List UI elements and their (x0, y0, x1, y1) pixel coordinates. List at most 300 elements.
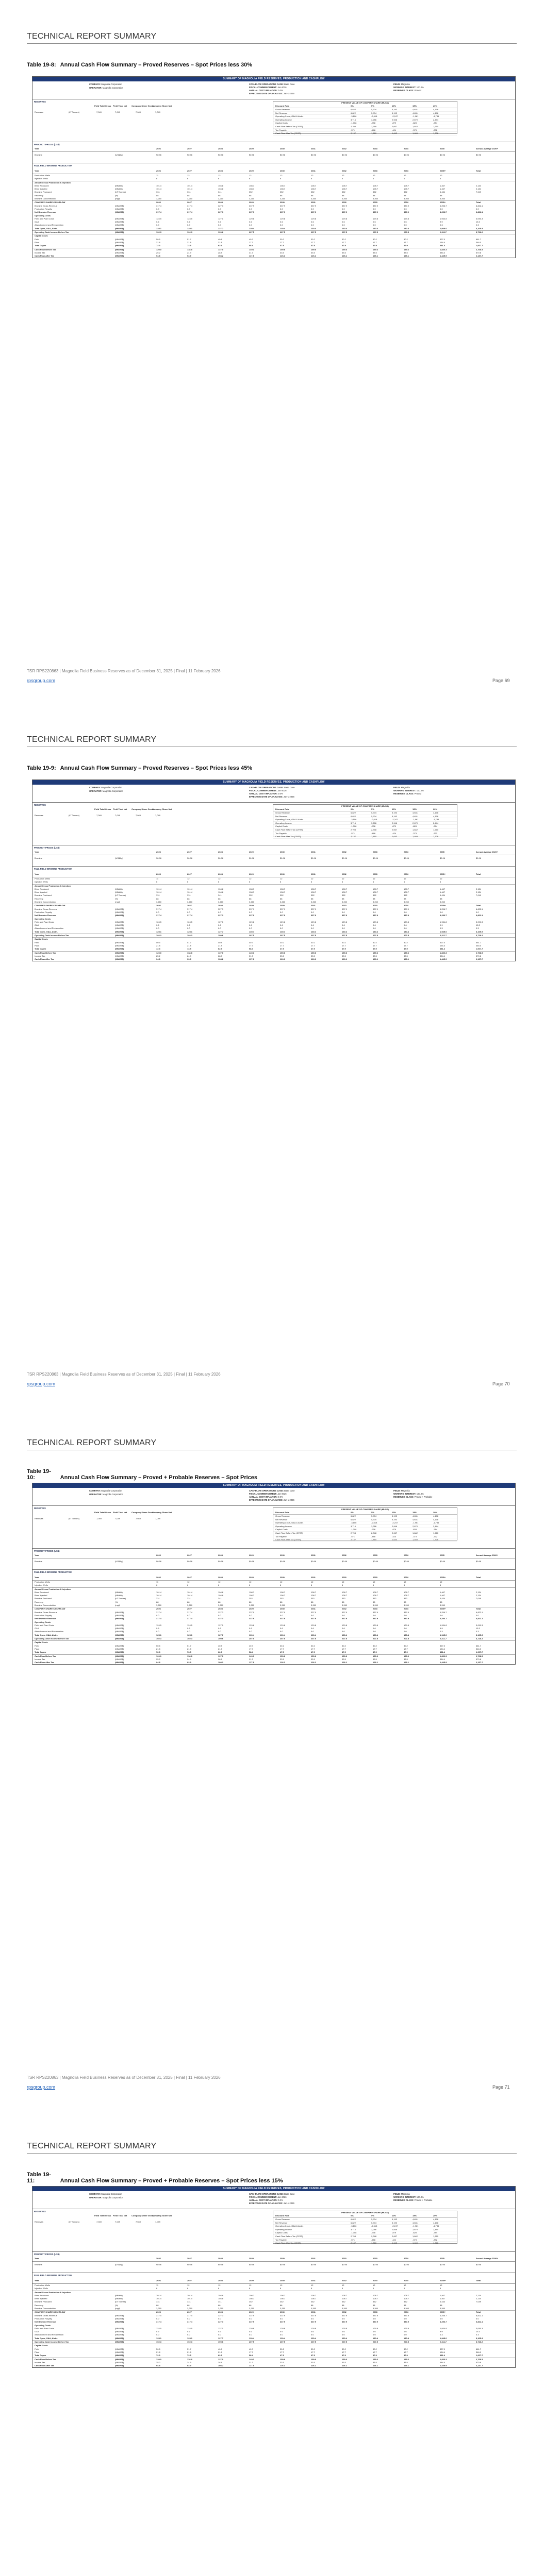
price-col-header: 2028 (218, 1554, 223, 1556)
npv-value: -1,008 (351, 2231, 357, 2234)
price-unit: (US$/kg) (115, 2263, 123, 2266)
grid-value: 207.5 (342, 934, 348, 937)
header-rule (27, 43, 517, 44)
price-value: $0.96 (156, 857, 162, 859)
npv-row-label: Operating Costs, G&A & Abdn. (275, 1521, 304, 1524)
grid-value: 21.8 (156, 944, 160, 947)
grid-value: 17.7 (311, 944, 315, 947)
grid-value: 31.3 (249, 954, 253, 957)
grid-value: 481.4 (440, 2354, 446, 2357)
grid-value: 207.5 (373, 1637, 378, 1640)
field-line: FIELD: Magnolia (393, 83, 410, 86)
grid-value: 88 (404, 2303, 406, 2307)
grid-value: 31.3 (249, 2361, 253, 2364)
grid-value: 2030 (280, 2311, 285, 2314)
grid-value: 337.9 (342, 204, 348, 207)
grid-row (32, 2307, 515, 2311)
grid-col-header: 2032 (342, 1576, 347, 1579)
grid-value: 130.4 (342, 930, 348, 933)
summary-banner: SUMMARY OF MAGNOLIA FIELD RESERVES, PRODUCTION AND CASHFLOW (32, 1483, 515, 1488)
grid-value: 12 (311, 877, 314, 880)
cashflow-summary-table (32, 779, 516, 961)
grid-value: 12 (342, 1581, 344, 1583)
price-header-row (32, 1554, 515, 1558)
grid-value: 6 (218, 1584, 220, 1587)
grid-value: 30.2 (280, 238, 284, 241)
grid-row-label: Plant (35, 2350, 40, 2353)
npv-value: 6,822 (351, 108, 356, 111)
grid-row-unit: (MMUS$) (115, 1614, 124, 1617)
grid-value: 130.4 (373, 930, 378, 933)
grid-value: 0.0 (187, 2317, 190, 2320)
production-block: FULL FIELD BROMINE PRODUCTION Year 2026 2027 2028 2029 2030 2031 2032 2033 2034 2035+ Total Production Wells 11 12 12 12 12 12 12 12 12 12 Injection Wells 6 6 6 6 6 6 6 6 6 6 Annual Gross Production & Injection Brine Produced (MMbbl) 101.4 101.4 104.8 108.7 108.7 108.7 108.7 108.7 108.7 1,467 2,134 Brine Injected (MMbbl) 101.4 101.4 104.8 108.7 108.7 108.7 108.7 108.7 108.7 1,467 2,134 Bromine Produced (kT Tonnes) 331 331 341 352 352 352 352 352 352 4,434 7,049 Recovery (%) 88 88 88 88 88 88 88 88 88 88 Bromine Concentration (mg/l) 3,260 3,260 3,260 3,260 3,260 3,260 3,260 3,260 3,260 3,260 COMPANY SHARE CASHFLOW 2026 2027 2028 2029 2030 2031 2032 2033 2034 2035+ Total Bromine Gross Revenue (MMUS$) 317.4 317.4 327.3 337.9 337.9 337.9 337.9 337.9 337.9 4,256.7 6,822.1 Production Royalty (MMUS$) 0.0 0.0 0.0 0.0 0.0 0.0 0.0 0.0 0.0 0.0 0.0 Net Bromine Revenue (MMUS$) 317.4 317.4 327.3 337.9 337.9 337.9 337.9 337.9 337.9 4,256.7 6,822.1 Operating Costs Field and Plant Costs (MMUS$) 124.5 124.5 127.1 129.8 129.8 129.8 129.8 129.8 129.8 1,934.8 3,090.3 G&A (MMUS$) 0.6 0.6 0.6 0.6 0.6 0.6 0.6 0.6 0.6 9.9 15.3 Abandonment and Reclamation (MMUS$) 0.0 0.0 0.0 0.0 0.0 0.0 0.0 0.0 0.0 0.3 0.3 Total Opex, G&A, Abdn. (MMUS$) 125.1 125.1 127.7 130.4 130.4 130.4 130.4 130.4 130.4 1,945.0 3,105.9 Operating Cash Income Before Tax (MMUS$) 192.3 192.3 199.6 207.5 207.5 207.5 207.5 207.5 207.5 2,311.7 3,716.2 Capital Costs Field (MMUS$) 50.5 51.7 40.8 40.7 30.2 30.2 30.2 30.2 30.2 327.0 661.7 Plant (MMUS$) 21.8 21.8 21.8 17.7 17.7 17.7 17.7 17.7 17.7 154.4 346.0 Total Capex (MMUS$) 72.3 73.5 62.6 58.4 47.9 47.9 47.9 47.9 47.9 481.4 1,007.7 Cash Flow Before Tax (MMUS$) 120.0 118.8 137.0 149.1 159.6 159.6 159.6 159.6 159.6 1,830.3 2,708.5 Income Tax (MMUS$) 25.2 24.9 28.8 31.3 33.5 33.5 33.5 33.5 33.5 384.4 570.8 Cash Flow After Tax (MMUS$) 94.8 93.9 108.2 117.8 126.1 126.1 126.1 126.1 126.1 1,445.9 2,137.7 (32, 1569, 515, 1664)
npv-value: 5,193 (392, 111, 398, 114)
production-rows (32, 2284, 515, 2367)
grid-value: 88 (156, 2303, 159, 2307)
grid-value: 126.1 (280, 2364, 286, 2367)
grid-value: 17.7 (373, 2350, 377, 2353)
price-value: $0.96 (404, 2263, 409, 2266)
grid-value: 3,260 (249, 901, 255, 904)
npv-row-label: Gross Revenue (275, 1515, 290, 1517)
header-rule (27, 2153, 517, 2154)
grid-value: 124.5 (187, 217, 193, 220)
npv-value: -373 (413, 2238, 417, 2241)
grid-value: 101.4 (156, 2294, 162, 2297)
grid-value: 7,049 (476, 2300, 482, 2303)
grid-value: 47.9 (280, 2354, 284, 2357)
grid-row-label: Field (35, 941, 39, 944)
grid-value: 207.5 (373, 2341, 378, 2344)
grid-value: 317.4 (156, 914, 162, 917)
grid-value: 88 (342, 1600, 344, 1603)
case-line: CASHFLOW OPERATIONS CASE: Base Case (249, 83, 295, 86)
npv-value: 3,716 (351, 821, 356, 824)
site-link[interactable]: rpsgroup.com (27, 2084, 56, 2090)
price-value: $0.96 (476, 2263, 482, 2266)
grid-value: 337.9 (342, 2320, 348, 2324)
price-value: $0.96 (187, 154, 193, 156)
price-col-header: 2029 (249, 851, 254, 853)
grid-value: 1,007.7 (476, 244, 483, 247)
grid-value: 1,945.0 (440, 227, 447, 230)
grid-value: 3,105.9 (476, 2336, 483, 2340)
npv-row (273, 2231, 457, 2235)
grid-value: 101.4 (187, 184, 193, 187)
grid-value: 0.0 (280, 1630, 283, 1633)
grid-value: 317.4 (187, 907, 193, 910)
grid-row-unit: (MMUS$) (115, 1630, 124, 1633)
grid-value: 108.7 (311, 184, 317, 187)
grid-row-label: Production Wells (35, 1581, 50, 1583)
price-col-header: Year (35, 2257, 39, 2260)
grid-value: 337.9 (404, 2320, 409, 2324)
price-value: $0.96 (440, 857, 446, 859)
grid-row (32, 2354, 515, 2358)
grid-row-unit: (MMUS$) (115, 2314, 124, 2317)
npv-value: 2,946 (392, 821, 398, 824)
grid-row-unit: (MMUS$) (115, 914, 124, 917)
grid-value: 0.0 (373, 207, 376, 210)
grid-value: 3,260 (187, 901, 193, 904)
grid-value: 327.0 (440, 1644, 446, 1647)
grid-value: 337.9 (373, 1611, 378, 1614)
npv-value: 2,444 (433, 118, 439, 121)
npv-row-label: Cash Flow Before Tax (CFBT) (275, 2234, 303, 2238)
grid-value: 2,708.5 (476, 1654, 483, 1657)
grid-col-header: Year (35, 1576, 39, 1579)
price-value: $0.96 (373, 1560, 378, 1563)
npv-value: -1,734 (433, 115, 439, 118)
npv-value: 2,444 (433, 1524, 439, 1528)
grid-value: 104.8 (218, 887, 224, 890)
grid-col-header: 2035+ (440, 873, 446, 875)
price-header-row (32, 2257, 515, 2262)
grid-value: 30.2 (342, 2347, 346, 2350)
grid-value: 0.0 (404, 927, 407, 930)
npv-value: -2,247 (392, 818, 398, 821)
price-value: $0.96 (476, 154, 482, 156)
grid-value: 352 (342, 2300, 345, 2303)
grid-value: 0.0 (249, 910, 252, 913)
price-value: $0.96 (342, 154, 348, 156)
grid-value: 118.8 (187, 248, 192, 251)
grid-value: 104.8 (218, 184, 224, 187)
grid-value: 125.1 (187, 2336, 193, 2340)
npv-value: -424 (392, 128, 397, 131)
grid-value: 4,256.7 (440, 1611, 447, 1614)
grid-row-label: Production Wells (35, 174, 50, 177)
grid-value: 124.5 (187, 920, 193, 923)
grid-value: 192.3 (187, 231, 193, 234)
grid-value: 101.4 (156, 887, 162, 890)
grid-value: 0.0 (187, 207, 190, 210)
npv-value: 5,193 (392, 108, 398, 111)
grid-value: 108.7 (249, 2294, 255, 2297)
grid-value: 0.0 (476, 910, 479, 913)
grid-col-header: 2028 (218, 2279, 223, 2282)
npv-value: 4,631 (413, 811, 418, 814)
grid-row-label: Brine Injected (35, 2297, 47, 2300)
grid-value: 3,105.9 (476, 227, 483, 230)
grid-row-unit: (MMUS$) (115, 238, 124, 241)
grid-value: 126.1 (280, 958, 286, 961)
company-line: COMPANY: Magnolia Corporation (89, 83, 122, 86)
price-col-header: 2035 (440, 147, 444, 150)
grid-row-label: Total Capex (35, 2354, 46, 2357)
npv-value: -1,961 (413, 1521, 419, 1524)
report-page (0, 0, 544, 703)
npv-value: 5,193 (392, 811, 398, 814)
price-col-header: 2030 (280, 147, 285, 150)
grid-value: 327.0 (440, 2347, 446, 2350)
grid-value: 88 (404, 1600, 406, 1603)
grid-value: 0.0 (404, 910, 407, 913)
grid-value: 317.4 (187, 914, 193, 917)
grid-value: 2,137.7 (476, 958, 483, 961)
grid-value: 129.8 (311, 920, 317, 923)
grid-value: 570.8 (476, 954, 482, 957)
grid-value: 0.0 (440, 207, 443, 210)
grid-value: 337.9 (280, 1617, 286, 1620)
grid-value: 62.6 (218, 2354, 222, 2357)
grid-row-label: COMPANY SHARE CASHFLOW (35, 1607, 65, 1611)
grid-col-header: 2030 (280, 1576, 285, 1579)
grid-value: 331 (187, 2300, 191, 2303)
grid-value: 127.7 (218, 2336, 224, 2340)
price-col-header: 2029 (249, 2257, 254, 2260)
grid-value: 159.6 (373, 1654, 378, 1657)
grid-value: 2,134 (476, 184, 482, 187)
npv-value: -938 (371, 1528, 376, 1531)
npv-value: -938 (371, 825, 376, 828)
grid-value: 6 (187, 880, 189, 884)
price-block: PRODUCT PRICES (US$) Year 2026 2027 2028 2029 2030 2031 2032 2033 2034 2035 Annual Average 2026+ Bromine (US$/kg) $0.96 $0.96 $0.96 $0.96 $0.96 $0.96 $0.96 $0.96 $0.96 $0.96 $0.96 (32, 142, 515, 163)
grid-value: 3,260 (342, 197, 348, 200)
grid-value: 207.5 (249, 1637, 255, 1640)
price-col-header: 2034 (404, 851, 408, 853)
grid-value: 25.2 (156, 251, 160, 254)
grid-value: 17.7 (249, 1647, 253, 1650)
grid-col-header: 2026 (156, 1576, 161, 1579)
price-value: $0.96 (342, 2263, 348, 2266)
grid-value: 6 (404, 1584, 405, 1587)
grid-row-label: Operating Cash Income Before Tax (35, 1637, 69, 1640)
grid-row-label: COMPANY SHARE CASHFLOW (35, 2311, 65, 2314)
grid-row-label: Bromine Produced (35, 191, 52, 194)
grid-value: 0.0 (342, 2333, 345, 2336)
case-line: CASHFLOW OPERATIONS CASE: Base Case (249, 786, 295, 789)
grid-value: 6 (342, 2287, 343, 2290)
npv-value: 2,946 (392, 1524, 398, 1528)
price-row-label: Bromine (35, 2263, 42, 2266)
table-title: Annual Cash Flow Summary – Proved + Probable Reserves – Spot Prices less 15% (60, 2178, 283, 2184)
npv-value: 6,822 (351, 1518, 356, 1521)
grid-value: 94.8 (156, 255, 160, 258)
grid-value: 0.0 (249, 224, 252, 227)
grid-value: 2035+ (440, 1607, 446, 1611)
grid-value: 125.1 (187, 930, 193, 933)
price-value: $0.96 (280, 857, 286, 859)
grid-value: 33.5 (311, 251, 315, 254)
grid-value: 28.8 (218, 251, 222, 254)
grid-row-label: Annual Gross Production & Injection (35, 181, 71, 184)
field-line: FIELD: Magnolia (393, 2193, 410, 2195)
grid-value: 9.9 (440, 924, 443, 927)
grid-value: 17.7 (280, 241, 284, 244)
npv-row (273, 2218, 457, 2222)
npv-row-label: Gross Revenue (275, 811, 290, 814)
grid-value: 352 (280, 894, 284, 897)
page-header: TECHNICAL REPORT SUMMARY (27, 735, 157, 744)
grid-value: 0.6 (280, 1627, 283, 1630)
npv-head (273, 808, 457, 811)
grid-value: 108.7 (280, 2294, 286, 2297)
grid-value: 3,260 (342, 901, 348, 904)
grid-value: 337.9 (404, 211, 409, 214)
grid-value: 33.5 (342, 251, 346, 254)
grid-row-unit: (MMUS$) (115, 924, 124, 927)
grid-row-label: Annual Gross Production & Injection (35, 1587, 71, 1590)
grid-value: 0.6 (218, 1627, 221, 1630)
grid-value: 0.6 (373, 1627, 376, 1630)
grid-value: 337.9 (311, 914, 317, 917)
grid-col-header: 2030 (280, 873, 285, 875)
grid-value: 88 (187, 2303, 190, 2307)
price-unit: (US$/kg) (115, 1560, 123, 1563)
grid-value: 108.7 (404, 891, 409, 894)
grid-value: 0.6 (187, 1627, 190, 1630)
grid-value: 661.7 (476, 238, 482, 241)
grid-value: 3,260 (311, 901, 317, 904)
page-number: Page 69 (492, 678, 510, 683)
grid-row-label: Brine Injected (35, 891, 47, 894)
npv-row (273, 828, 457, 832)
grid-value: 17.7 (311, 2350, 315, 2353)
grid-value: 3,260 (218, 901, 224, 904)
grid-value: 137.0 (218, 951, 224, 954)
site-link[interactable]: rpsgroup.com (27, 1381, 56, 1386)
npv-value: -784 (433, 1528, 438, 1531)
grid-value: 6 (156, 880, 158, 884)
grid-value: 33.5 (373, 954, 377, 957)
npv-row (273, 825, 457, 828)
price-col-header: 2027 (187, 2257, 192, 2260)
grid-value: 6 (373, 880, 374, 884)
grid-value: 104.8 (218, 891, 224, 894)
grid-value: 207.5 (342, 231, 348, 234)
price-col-header: 2034 (404, 147, 408, 150)
grid-value: 2027 (187, 1607, 192, 1611)
npv-col-header: 15% (413, 105, 417, 107)
grid-row-unit: (MMUS$) (115, 1611, 124, 1614)
grid-value: 0.0 (342, 927, 345, 930)
grid-row-label: Brine Produced (35, 887, 49, 890)
grid-row-label: Bromine Concentration (35, 1604, 56, 1607)
grid-value: 12 (404, 1581, 406, 1583)
grid-value: 337.9 (249, 907, 255, 910)
site-link[interactable]: rpsgroup.com (27, 678, 56, 683)
table-title: Annual Cash Flow Summary – Proved Reserves – Spot Prices less 30% (60, 62, 252, 68)
npv-body (273, 1515, 457, 1542)
grid-row-unit: (MMUS$) (115, 217, 124, 220)
grid-row-unit: (%) (115, 194, 119, 197)
price-block: PRODUCT PRICES (US$) Year 2026 2027 2028 2029 2030 2031 2032 2033 2034 2035 Annual Average 2026+ Bromine (US$/kg) $0.96 $0.96 $0.96 $0.96 $0.96 $0.96 $0.96 $0.96 $0.96 $0.96 $0.96 (32, 2251, 515, 2273)
price-col-header: 2032 (342, 851, 347, 853)
grid-row-unit: (MMUS$) (115, 231, 124, 234)
npv-row-label: Operating Income (275, 118, 292, 121)
grid-value: 159.6 (280, 2358, 286, 2361)
grid-value: 2032 (342, 201, 347, 204)
price-col-header: Year (35, 851, 39, 853)
grid-row (32, 1637, 515, 1641)
npv-value: 2,137 (351, 1538, 356, 1541)
grid-row-label: Cash Flow After Tax (35, 1661, 55, 1664)
grid-value: 17.7 (404, 944, 408, 947)
grid-value: 327.3 (218, 1611, 224, 1614)
grid-row-label: Injection Wells (35, 880, 48, 884)
grid-value: 108.7 (373, 2294, 378, 2297)
grid-value: 2028 (218, 904, 223, 907)
grid-col-header: Year (35, 170, 39, 172)
npv-value: 4,178 (433, 2218, 439, 2221)
grid-value: 21.8 (187, 2350, 191, 2353)
grid-value: 570.8 (476, 251, 482, 254)
grid-value: 6,822.1 (476, 2314, 483, 2317)
grid-value: 346.0 (476, 944, 482, 947)
grid-value: 129.8 (404, 217, 409, 220)
grid-row-unit: (MMUS$) (115, 207, 124, 210)
grid-value: 129.8 (280, 217, 286, 220)
grid-value: 94.8 (156, 958, 160, 961)
price-value: $0.96 (156, 2263, 162, 2266)
grid-value: 129.8 (342, 2327, 348, 2330)
grid-col-header: 2034 (404, 2279, 408, 2282)
npv-value: -2,618 (371, 818, 377, 821)
grid-value: 12 (187, 877, 190, 880)
grid-row-label: Cash Flow Before Tax (35, 248, 56, 251)
grid-value: 3,090.3 (476, 217, 483, 220)
npv-col-header: 5% (371, 808, 374, 810)
grid-value: 129.8 (404, 920, 409, 923)
npv-table: PRESENT VALUE OF COMPANY SHARE (MUSD) Discount Rate 0% 5% 10% 15% 20% Gross Revenue 6,822 5,904 5,193 4,631 4,178 Net Revenue 6,822 5,904 5,193 4,631 4,178 Operating Costs, G&A & Abdn. -3,106 -2,618 -2,247 -1,961 -1,734 Operating Income 3,716 3,286 2,946 2,670 2,444 Capital Costs -1,008 -938 -879 -828 -784 Cash Flow Before Tax (CFBT) 2,708 2,348 2,067 1,842 1,660 Tax Payable -571 -488 -424 -373 -332 Cash Flow After Tax (CFAT) 2,137 1,860 1,643 1,469 1,328 (273, 804, 457, 837)
npv-value: 4,631 (413, 1518, 418, 1521)
grid-value: 0.0 (404, 207, 407, 210)
npv-col-header: 10% (392, 808, 397, 810)
grid-value: 126.1 (311, 255, 317, 258)
grid-value: 3,260 (249, 2307, 255, 2310)
grid-value: 108.2 (218, 255, 224, 258)
grid-value: 0.0 (311, 207, 314, 210)
grid-col-header: 2027 (187, 2279, 192, 2282)
npv-value: 3,286 (371, 821, 377, 824)
grid-value: 40.8 (218, 2347, 222, 2350)
grid-value: 4,256.7 (440, 1617, 447, 1620)
npv-value: 6,822 (351, 2218, 356, 2221)
grid-value: 126.1 (342, 958, 348, 961)
grid-value: 72.3 (156, 1651, 160, 1654)
npv-col-header: 15% (413, 1511, 417, 1514)
grid-row-label: Field and Plant Costs (35, 217, 55, 220)
grid-row-unit: (MMUS$) (115, 1633, 124, 1636)
price-col-header: 2028 (218, 2257, 223, 2260)
grid-value: 130.4 (404, 227, 409, 230)
grid-value: 207.5 (280, 231, 286, 234)
grid-value: 51.7 (187, 2347, 191, 2350)
grid-value: 0.6 (342, 924, 345, 927)
npv-col-header: Discount Rate (275, 2214, 289, 2217)
field-line: FIELD: Magnolia (393, 1489, 410, 1492)
npv-col-header: 20% (433, 2214, 438, 2217)
npv-row-label: Cash Flow After Tax (CFAT) (275, 132, 301, 135)
grid-value: 12 (440, 2284, 442, 2286)
grid-value: 130.4 (249, 930, 255, 933)
grid-value: 6 (249, 880, 251, 884)
npv-value: 2,348 (371, 1531, 377, 1534)
grid-value: 6 (342, 177, 343, 180)
grid-value: 3,260 (280, 901, 286, 904)
grid-value: 2032 (342, 904, 347, 907)
grid-value: 3,260 (404, 197, 409, 200)
price-col-header: 2029 (249, 1554, 254, 1556)
grid-value: 7,049 (476, 1597, 482, 1600)
grid-row (32, 958, 515, 961)
page-header: TECHNICAL REPORT SUMMARY (27, 2142, 157, 2150)
grid-value: 2,134 (476, 1590, 482, 1594)
grid-value: 317.4 (156, 2314, 162, 2317)
grid-value: 2031 (311, 2311, 316, 2314)
grid-row-unit: (MMUS$) (115, 1637, 124, 1640)
